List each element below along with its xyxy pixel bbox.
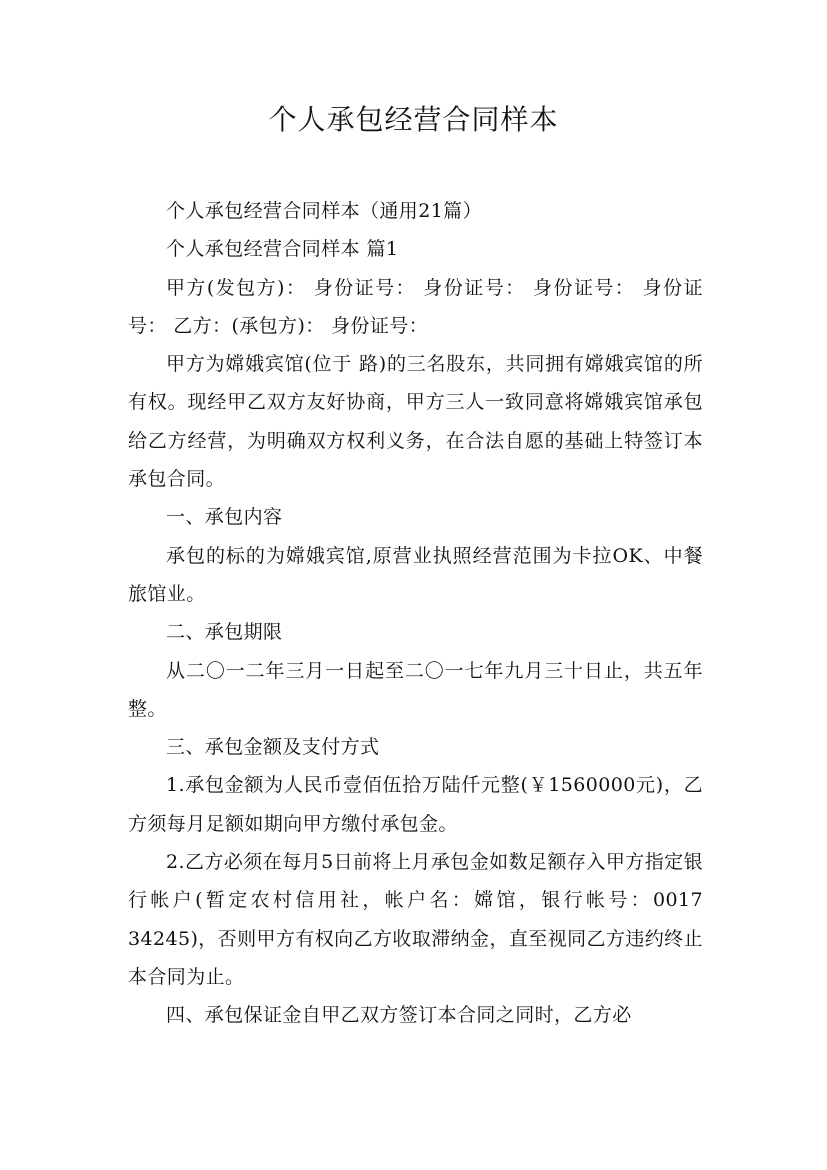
heading-contract-term: 二、承包期限 <box>166 621 283 644</box>
paragraph-section-heading: 个人承包经营合同样本 篇1 <box>166 238 399 261</box>
heading-payment: 三、承包金额及支付方式 <box>166 736 380 759</box>
paragraph-contract-content: 承包的标的为嫦娥宾馆,原营业执照经营范围为卡拉OK、中餐旅馆业。 <box>128 544 703 605</box>
paragraph-deposit: 四、承包保证金自甲乙双方签订本合同之同时，乙方必 <box>166 1004 632 1027</box>
heading-contract-content: 一、承包内容 <box>166 506 283 529</box>
paragraph-payment-schedule: 2.乙方必须在每月5日前将上月承包金如数足额存入甲方指定银行帐户(暂定农村信用社，帐户名：嫦馆，银行帐号：0017 34245)，否则甲方有权向乙方收取滞纳金，直至视同乙方违约终止本合同为止。 <box>128 851 703 988</box>
paragraph-preamble: 甲方为嫦娥宾馆(位于 路)的三名股东，共同拥有嫦娥宾馆的所有权。现经甲乙双方友好协商，甲方三人一致同意将嫦娥宾馆承包给乙方经营，为明确双方权利义务，在合法自愿的基础上特签订本承包合同。 <box>128 353 703 491</box>
paragraph-parties: 甲方(发包方)： 身份证号： 身份证号： 身份证号： 身份证号： 乙方：(承包方)： 身份证号： <box>128 276 703 337</box>
paragraph-contract-term: 从二〇一二年三月一日起至二〇一七年九月三十日止，共五年整。 <box>128 659 703 720</box>
document-title: 个人承包经营合同样本 <box>268 103 559 136</box>
paragraph-payment-amount: 1.承包金额为人民币壹佰伍拾万陆仟元整(￥1560000元)，乙方须每月足额如期向甲方缴付承包金。 <box>128 774 703 835</box>
paragraph-subtitle: 个人承包经营合同样本（通用21篇） <box>166 200 482 222</box>
document-body <box>128 192 703 1035</box>
